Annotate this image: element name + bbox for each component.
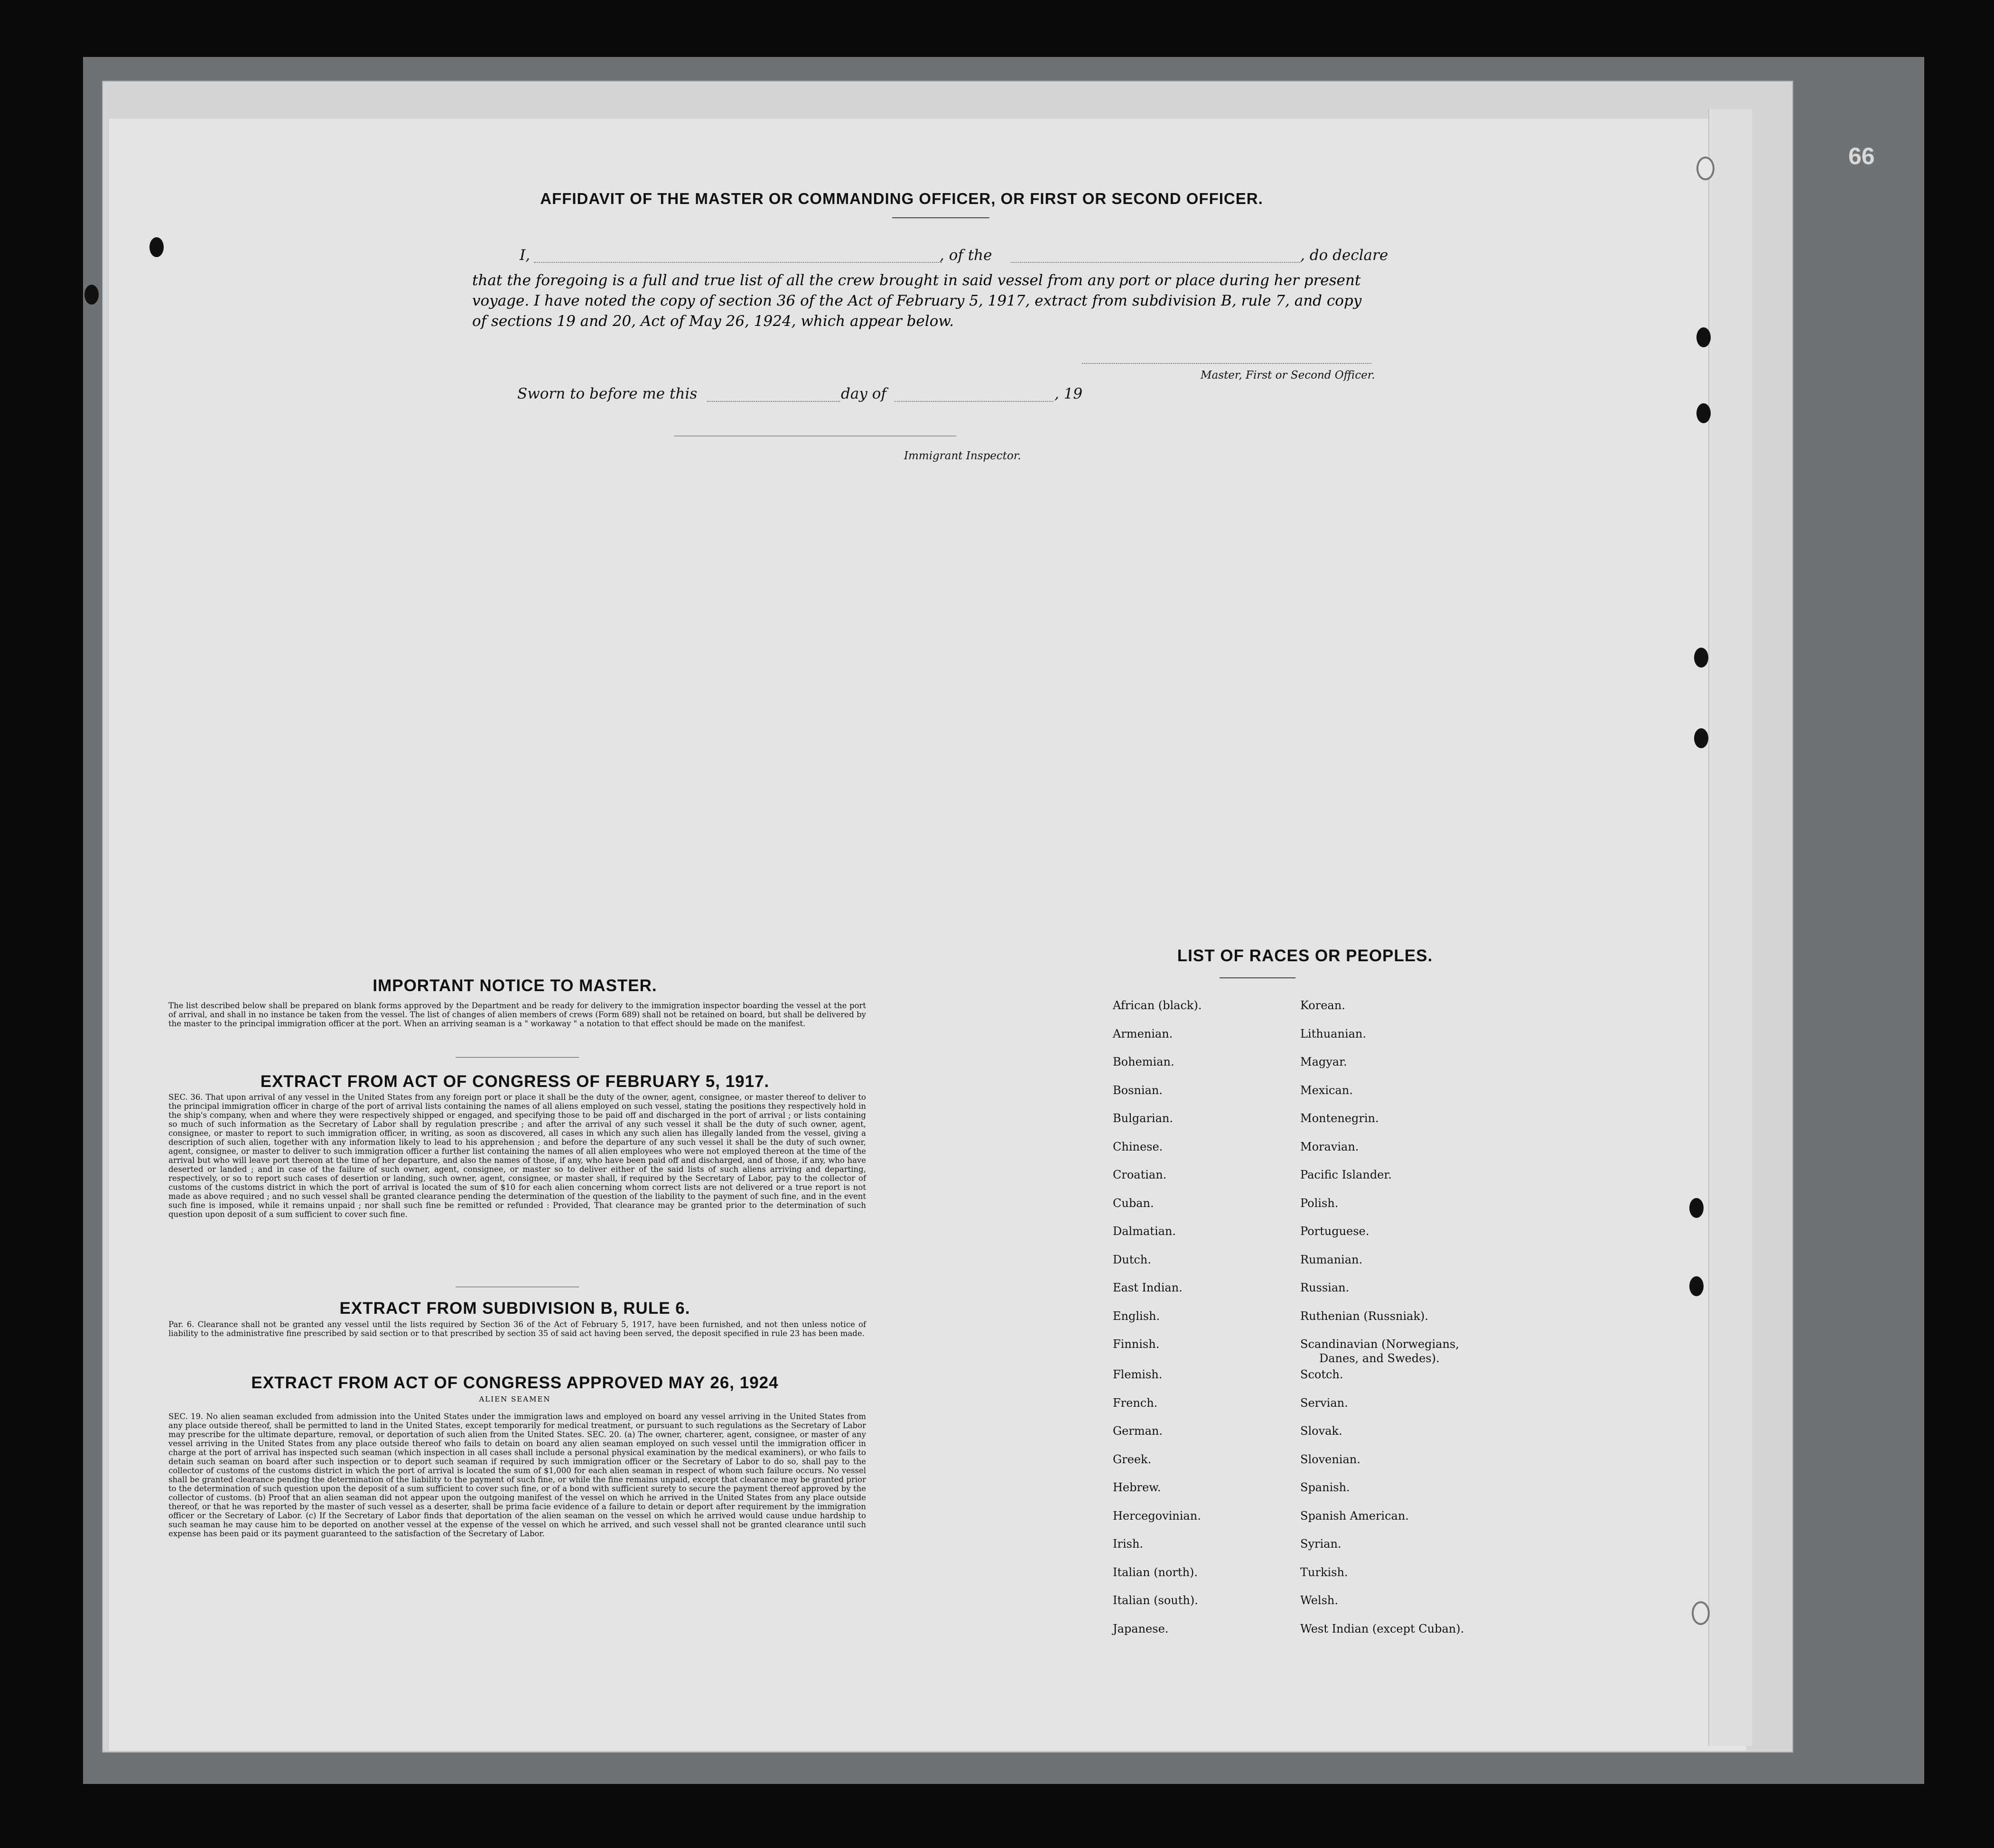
race-item: Irish. bbox=[1113, 1537, 1144, 1551]
affidavit-i: I, bbox=[520, 247, 531, 264]
page-number: 66 bbox=[1848, 143, 1875, 169]
punch-hole-icon bbox=[1694, 648, 1708, 668]
race-item: Bosnian. bbox=[1113, 1083, 1163, 1097]
race-item: Flemish. bbox=[1113, 1368, 1163, 1381]
alien-seamen-subtitle: ALIEN SEAMEN bbox=[479, 1395, 551, 1403]
punch-hole-icon bbox=[1696, 327, 1711, 347]
race-item: Italian (north). bbox=[1113, 1565, 1198, 1579]
race-item: Portuguese. bbox=[1300, 1225, 1370, 1238]
extract-rule6-text: Par. 6. Clearance shall not be granted any vessel until the lists required by Section 36 of the Act of February 5, 1917, have been furnished, and not then unless notice of liability to the administrative fine prescribed by said section or to that prescribed by section 35 of said act having been served, the deposit specified in rule 23 has been made. bbox=[168, 1320, 866, 1338]
race-item: English. bbox=[1113, 1309, 1160, 1323]
race-item: Greek. bbox=[1113, 1452, 1152, 1466]
signature-label: Master, First or Second Officer. bbox=[1201, 369, 1375, 381]
race-item: Italian (south). bbox=[1113, 1594, 1198, 1607]
ring-hole-icon bbox=[1692, 1601, 1710, 1625]
race-item: East Indian. bbox=[1113, 1281, 1183, 1294]
races-divider bbox=[1220, 977, 1295, 978]
notice-title: IMPORTANT NOTICE TO MASTER. bbox=[373, 976, 657, 995]
year-text: , 19 bbox=[1054, 385, 1083, 402]
race-item: Pacific Islander. bbox=[1300, 1168, 1392, 1181]
race-item: Dutch. bbox=[1113, 1253, 1151, 1266]
race-item: Syrian. bbox=[1300, 1537, 1342, 1551]
race-item: Spanish. bbox=[1300, 1481, 1350, 1494]
race-item: Scandinavian (Norwegians, bbox=[1300, 1337, 1459, 1351]
declaration-line: of sections 19 and 20, Act of May 26, 1924, which appear below. bbox=[472, 313, 954, 330]
race-item: Montenegrin. bbox=[1300, 1112, 1379, 1125]
declaration-line: that the foregoing is a full and true list of all the crew brought in said vessel from any port or place during her present bbox=[472, 272, 1361, 289]
race-item: African (black). bbox=[1113, 999, 1202, 1012]
race-item: Polish. bbox=[1300, 1196, 1339, 1210]
races-left-column bbox=[1113, 999, 1202, 1650]
race-item: Welsh. bbox=[1300, 1594, 1338, 1607]
day-blank-line bbox=[707, 401, 840, 402]
race-item: Rumanian. bbox=[1300, 1253, 1363, 1266]
name-blank-line bbox=[534, 262, 942, 263]
affidavit-do-declare: , do declare bbox=[1300, 247, 1388, 264]
punch-hole-icon bbox=[1696, 403, 1711, 423]
race-item: Bohemian. bbox=[1113, 1055, 1174, 1068]
section-divider bbox=[456, 1057, 579, 1058]
race-item: Spanish American. bbox=[1300, 1509, 1409, 1523]
affidavit-title: AFFIDAVIT OF THE MASTER OR COMMANDING OFFICER, OR FIRST OR SECOND OFFICER. bbox=[540, 190, 1263, 207]
punch-hole-icon bbox=[1694, 728, 1708, 748]
extract-1917-text: SEC. 36. That upon arrival of any vessel in the United States from any foreign port or place it shall be the duty of the owner, agent, consignee, or master thereof to deliver to the principal immigration officer in charge of the port of arrival lists containing the names of all aliens employed on such vessel, stating the positions they respectively hold in the ship's company, when and where they were respectively shipped or engaged, and specifying those to be paid off and discharged in the port of arrival ; or lists containing so much of such information as the Secretary of Labor shall by regulation prescribe ; and after the arrival of any such vessel it shall be the duty of such owner, agent, consignee, or master to report to such immigration officer, in writing, as soon as discovered, all cases in which any such alien has illegally landed from the vessel, giving a description of such alien, together with any information likely to lead to his apprehension ; and before the departure of any such vessel it shall be the duty of such owner, agent, consignee, or master to deliver to such immigration officer a further list containing the names of all alien employees who were not employed thereon at the time of the arrival but who will leave port thereon at the time of her departure, and also the names of those, if any, who have been paid off and discharged, and of those, if any, who have deserted or landed ; and in case of the failure of such owner, agent, consignee, or master so to deliver either of the said lists of such aliens arriving and departing, respectively, or so to report such cases of desertion or landing, such owner, agent, consignee, or master shall, if required by the Secretary of Labor, pay to the collector of customs of the customs district in which the port of arrival is located the sum of $10 for each alien concerning whom correct lists are not delivered or a true report is not made as above required ; and no such vessel shall be granted clearance pending the determination of the question of the liability to the payment of such fine, and in the event such fine is imposed, while it remains unpaid ; nor shall such fine be remitted or refunded : Provided, That clearance may be granted prior to the determination of such question upon deposit of a sum sufficient to cover such fine. bbox=[168, 1093, 866, 1219]
punch-hole-icon bbox=[1689, 1198, 1704, 1218]
race-item: Chinese. bbox=[1113, 1140, 1163, 1153]
race-item: Finnish. bbox=[1113, 1337, 1160, 1351]
notice-text: The list described below shall be prepared on blank forms approved by the Department and be ready for delivery to the immigration inspector boarding the vessel at the port of arrival, and shall in no instance be taken from the vessel. The list of changes of alien members of crews (Form 689) shall not be retained on board, but shall be delivered by the master to the principal immigration officer at the port. When an arriving seaman is a " workaway " a notation to that effect should be made on the manifest. bbox=[168, 1001, 866, 1028]
sworn-text: Sworn to before me this bbox=[517, 385, 698, 402]
race-item: Servian. bbox=[1300, 1396, 1348, 1410]
inspector-label: Immigrant Inspector. bbox=[904, 450, 1021, 462]
race-item: Lithuanian. bbox=[1300, 1027, 1367, 1040]
extract-1917-title: EXTRACT FROM ACT OF CONGRESS OF FEBRUARY 5, 1917. bbox=[260, 1072, 770, 1091]
race-item: Croatian. bbox=[1113, 1168, 1167, 1181]
race-item: Turkish. bbox=[1300, 1565, 1348, 1579]
race-item: Danes, and Swedes). bbox=[1319, 1352, 1440, 1365]
extract-1924-text: SEC. 19. No alien seaman excluded from admission into the United States under the immigration laws and employed on board any vessel arriving in the United States from any place outside thereof, shall be permitted to land in the United States, except temporarily for medical treatment, or pursuant to such regulations as the Secretary of Labor may prescribe for the ultimate departure, removal, or deportation of such alien from the United States. SEC. 20. (a) The owner, charterer, agent, consignee, or master of any vessel arriving in the United States from any place outside thereof who fails to detain on board any alien seaman employed on such vessel until the immigration officer in charge at the port of arrival has inspected such seaman (which inspection in all cases shall include a personal physical examination by the medical examiners), or who fails to detain such seaman on board after such inspection or to deport such seaman if required by such immigration officer or the Secretary of Labor to do so, shall pay to the collector of customs of the customs district in which the port of arrival is located the sum of $1,000 for each alien seaman in respect of whom such failure occurs. No vessel shall be granted clearance pending the determination of the liability to the payment of such fine, or while the fine remains unpaid, except that clearance may be granted prior to the determination of such question upon the deposit of a sum sufficient to cover such fine, or of a bond with sufficient surety to secure the payment thereof approved by the collector of customs. (b) Proof that an alien seaman did not appear upon the outgoing manifest of the vessel on which he arrived in the United States from any place outside thereof, or that he was reported by the master of such vessel as a deserter, shall be prima facie evidence of a failure to detain or deport after requirement by the immigration officer or the Secretary of Labor. (c) If the Secretary of Labor finds that deportation of the alien seaman on the vessel on which he arrived would cause undue hardship to such seaman he may cause him to be deported on another vessel at the expense of the vessel on which he arrived, and such vessel shall not be granted clearance until such expense has been paid or its payment guaranteed to the satisfaction of the Secretary of Labor. bbox=[168, 1412, 866, 1538]
race-item: Magyar. bbox=[1300, 1055, 1347, 1068]
race-item: Armenian. bbox=[1113, 1027, 1173, 1040]
race-item: Korean. bbox=[1300, 999, 1345, 1012]
race-item: Bulgarian. bbox=[1113, 1112, 1173, 1125]
vessel-blank-line bbox=[1011, 262, 1300, 263]
races-right-column bbox=[1300, 999, 1464, 1650]
race-item: Hebrew. bbox=[1113, 1481, 1161, 1494]
punch-hole-icon bbox=[1689, 1276, 1704, 1296]
day-of-text: day of bbox=[841, 385, 886, 402]
race-item: Cuban. bbox=[1113, 1196, 1154, 1210]
race-item: Dalmatian. bbox=[1113, 1225, 1176, 1238]
race-item: Scotch. bbox=[1300, 1368, 1343, 1381]
race-item: Mexican. bbox=[1300, 1083, 1353, 1097]
extract-1924-title: EXTRACT FROM ACT OF CONGRESS APPROVED MAY 26, 1924 bbox=[251, 1374, 779, 1392]
extract-rule6-title: EXTRACT FROM SUBDIVISION B, RULE 6. bbox=[339, 1299, 690, 1318]
declaration-line: voyage. I have noted the copy of section 36 of the Act of February 5, 1917, extract from subdivision B, rule 7, and copy bbox=[472, 292, 1362, 309]
races-title: LIST OF RACES OR PEOPLES. bbox=[1177, 947, 1433, 965]
title-divider bbox=[892, 217, 989, 218]
race-item: Hercegovinian. bbox=[1113, 1509, 1201, 1523]
race-item: West Indian (except Cuban). bbox=[1300, 1622, 1464, 1635]
race-item: Slovak. bbox=[1300, 1424, 1342, 1438]
ring-hole-icon bbox=[1696, 157, 1714, 180]
affidavit-declaration bbox=[472, 270, 1412, 332]
race-item: German. bbox=[1113, 1424, 1163, 1438]
race-item: Slovenian. bbox=[1300, 1452, 1360, 1466]
month-blank-line bbox=[895, 401, 1053, 402]
race-item: Japanese. bbox=[1113, 1622, 1169, 1635]
affidavit-of-the: , of the bbox=[940, 247, 992, 264]
page-edge-strip bbox=[1708, 109, 1752, 1746]
race-item: Moravian. bbox=[1300, 1140, 1359, 1153]
race-item: French. bbox=[1113, 1396, 1158, 1410]
race-item: Russian. bbox=[1300, 1281, 1350, 1294]
punch-hole-icon bbox=[149, 237, 164, 257]
race-item: Ruthenian (Russniak). bbox=[1300, 1309, 1428, 1323]
signature-blank-line bbox=[1082, 363, 1371, 364]
punch-hole-icon bbox=[84, 285, 99, 305]
